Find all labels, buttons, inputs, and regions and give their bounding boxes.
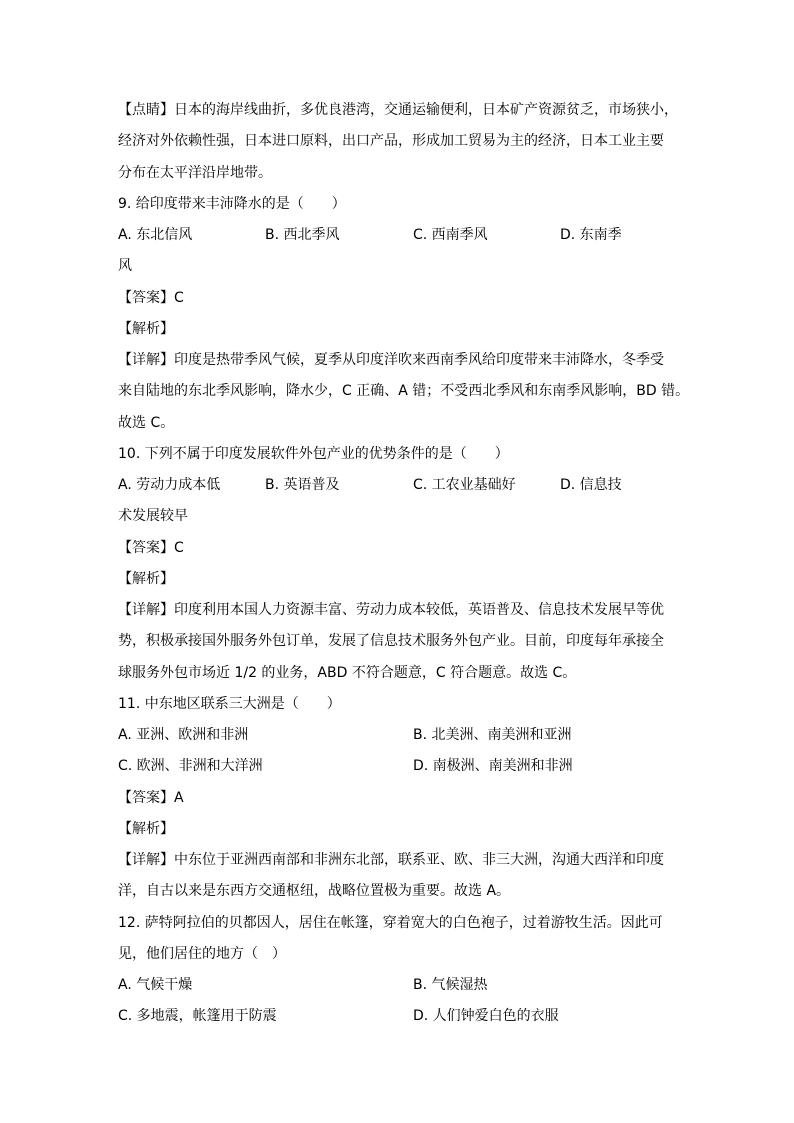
q10-answer: 【答案】C xyxy=(118,539,184,556)
q8-comment-line: 分布在太平洋沿岸地带。 xyxy=(118,164,272,181)
q10-option-c: C. 工农业基础好 xyxy=(413,477,516,493)
q12-option-b: B. 气候湿热 xyxy=(413,977,488,993)
q9-analysis: 【解析】 xyxy=(118,320,174,337)
q11-option-c: C. 欧洲、非洲和大洋洲 xyxy=(118,758,263,775)
q12-stem-line: 见，他们居住的地方（ ） xyxy=(118,945,286,962)
q11-analysis: 【解析】 xyxy=(118,820,174,837)
q10-detail-line: 【详解】印度利用本国人力资源丰富、劳动力成本较低，英语普及、信息技术发展早等优 xyxy=(118,602,664,618)
q11-detail-line: 洋，自古以来是东西方交通枢纽，战略位置极为重要。故选 A。 xyxy=(118,883,511,900)
q12-option-a: A. 气候干燥 xyxy=(118,977,193,993)
q9-detail-line: 来自陆地的东北季风影响，降水少，C 正确、A 错；不受西北季风和东南季风影响，BD 错。 xyxy=(118,383,690,400)
document-page xyxy=(118,95,688,1033)
q10-option-d: D. 信息技 xyxy=(560,477,622,493)
q9-option-d: D. 东南季 xyxy=(560,227,622,243)
q9-options xyxy=(118,220,688,251)
q10-detail-line: 势，积极承接国外服务外包订单，发展了信息技术服务外包产业。目前，印度每年承接全 xyxy=(118,633,664,650)
q9-answer: 【答案】C xyxy=(118,289,184,306)
q11-options-row xyxy=(118,751,688,782)
q9-stem: 9. 给印度带来丰沛降水的是（ ） xyxy=(118,195,346,212)
q11-answer: 【答案】A xyxy=(118,789,184,806)
q12-option-c: C. 多地震，帐篷用于防震 xyxy=(118,1008,277,1025)
q10-option-b: B. 英语普及 xyxy=(265,477,340,493)
q9-option-b: B. 西北季风 xyxy=(265,227,340,243)
q8-comment-line: 经济对外依赖性强，日本进口原料，出口产品，形成加工贸易为主的经济，日本工业主要 xyxy=(118,133,664,150)
q11-options-row xyxy=(118,720,688,751)
q11-stem: 11. 中东地区联系三大洲是（ ） xyxy=(118,695,341,712)
q11-option-d: D. 南极洲、南美洲和非洲 xyxy=(413,758,573,775)
q9-option-c: C. 西南季风 xyxy=(413,227,488,243)
q10-stem: 10. 下列不属于印度发展软件外包产业的优势条件的是（ ） xyxy=(118,445,509,462)
q10-analysis: 【解析】 xyxy=(118,570,174,587)
q10-detail-line: 球服务外包市场近 1/2 的业务，ABD 不符合题意，C 符合题意。故选 C。 xyxy=(118,664,577,681)
q9-option-a: A. 东北信风 xyxy=(118,227,193,243)
q9-detail-line: 【详解】印度是热带季风气候，夏季从印度洋吹来西南季风给印度带来丰沛降水，冬季受 xyxy=(118,352,664,368)
q8-comment-line: 【点睛】日本的海岸线曲折，多优良港湾，交通运输便利，日本矿产资源贫乏，市场狭小， xyxy=(118,102,678,118)
q10-options xyxy=(118,470,688,501)
q12-option-d: D. 人们钟爱白色的衣服 xyxy=(413,1008,559,1025)
q11-detail-line: 【详解】中东位于亚洲西南部和非洲东北部，联系亚、欧、非三大洲，沟通大西洋和印度 xyxy=(118,852,664,868)
q12-stem-line: 12. 萨特阿拉伯的贝都因人，居住在帐篷，穿着宽大的白色袍子，过着游牧生活。因此可 xyxy=(118,914,663,931)
q11-option-a: A. 亚洲、欧洲和非洲 xyxy=(118,727,249,743)
q10-option-wrap: 术发展较早 xyxy=(118,508,188,525)
q11-option-b: B. 北美洲、南美洲和亚洲 xyxy=(413,727,572,743)
q12-options-row xyxy=(118,970,688,1001)
q12-options-row xyxy=(118,1001,688,1032)
q9-option-wrap: 风 xyxy=(118,258,132,275)
q9-detail-line: 故选 C。 xyxy=(118,414,175,431)
q10-option-a: A. 劳动力成本低 xyxy=(118,477,221,493)
